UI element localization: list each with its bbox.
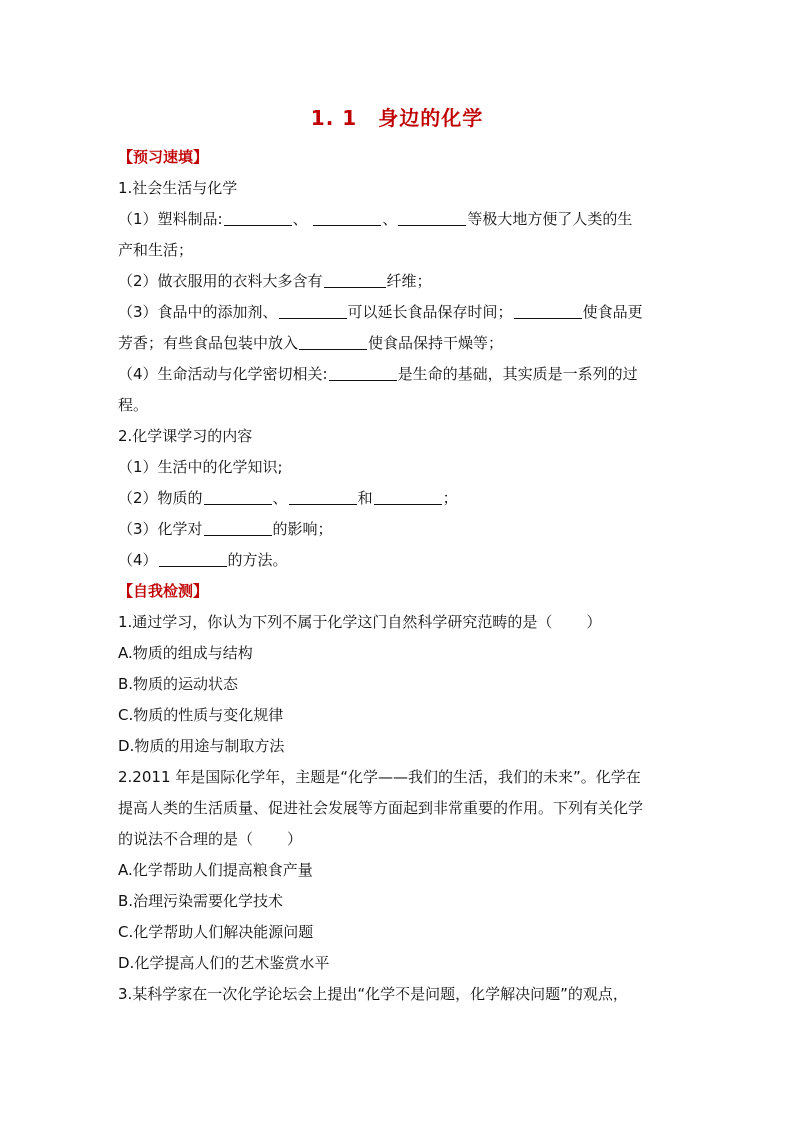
option-c[interactable]: C.化学帮助人们解决能源问题 xyxy=(118,923,314,941)
fill-item-continued xyxy=(118,328,678,359)
answer-blank[interactable] xyxy=(204,488,272,505)
answer-blank[interactable] xyxy=(159,550,227,567)
question-stem xyxy=(118,607,678,638)
worksheet-content xyxy=(118,142,678,1010)
stem-text: 1.通过学习，你认为下列不属于化学这门自然科学研究范畴的是（ xyxy=(118,613,553,631)
question-stem: 3.某科学家在一次化学论坛会上提出“化学不是问题，化学解决问题”的观点， xyxy=(118,985,628,1003)
item-text: （4） xyxy=(118,551,158,569)
page-title: 1. 1 身边的化学 xyxy=(310,106,484,130)
option-c[interactable]: C.物质的性质与变化规律 xyxy=(118,706,284,724)
option-a[interactable]: A.物质的组成与结构 xyxy=(118,644,253,662)
item-text: （3）化学对 xyxy=(118,520,203,538)
question-stem-continued xyxy=(118,824,678,855)
section-header-preview: 【预习速填】 xyxy=(118,148,209,166)
fill-item xyxy=(118,545,678,576)
stem-text: 的说法不合理的是（ xyxy=(118,830,254,848)
section-header-selftest: 【自我检测】 xyxy=(118,582,209,600)
option-b[interactable]: B.治理污染需要化学技术 xyxy=(118,892,284,910)
fill-item-continued: 程。 xyxy=(118,396,149,414)
fill-item: （1）生活中的化学知识; xyxy=(118,458,283,476)
item-text: （4）生命活动与化学密切相关: xyxy=(118,365,328,383)
item-text: 是生命的基础，其实质是一系列的过 xyxy=(397,365,638,383)
item-text: 等极大地方便了人类的生 xyxy=(467,210,633,228)
answer-blank[interactable] xyxy=(514,302,582,319)
item-text: （3）食品中的添加剂、 xyxy=(118,303,278,321)
option-b[interactable]: B.物质的运动状态 xyxy=(118,675,239,693)
item-text: 的方法。 xyxy=(227,551,288,569)
answer-blank[interactable] xyxy=(299,333,367,350)
question-stem: 2.2011 年是国际化学年，主题是“化学——我们的生活，我们的未来”。化学在 xyxy=(118,768,641,786)
fill-item-continued: 产和生活； xyxy=(118,241,194,259)
item-text: 使食品保持干燥等； xyxy=(368,334,504,352)
item-text: （1）塑料制品: xyxy=(118,210,223,228)
question-title: 2.化学课学习的内容 xyxy=(118,427,253,445)
item-text: 、 xyxy=(272,489,288,507)
fill-item xyxy=(118,483,678,514)
item-text: 使食品更 xyxy=(582,303,643,321)
stem-text: ） xyxy=(287,830,303,848)
question-stem-continued: 提高人类的生活质量、促进社会发展等方面起到非常重要的作用。下列有关化学 xyxy=(118,799,644,817)
option-d[interactable]: D.化学提高人们的艺术鉴赏水平 xyxy=(118,954,330,972)
answer-blank[interactable] xyxy=(374,488,442,505)
fill-item xyxy=(118,204,678,235)
fill-item xyxy=(118,266,678,297)
item-text: 和 xyxy=(357,489,373,507)
answer-blank[interactable] xyxy=(204,519,272,536)
answer-blank[interactable] xyxy=(279,302,347,319)
option-d[interactable]: D.物质的用途与制取方法 xyxy=(118,737,285,755)
fill-item xyxy=(118,359,678,390)
item-text: ； xyxy=(442,489,458,507)
item-text: （2）物质的 xyxy=(118,489,203,507)
item-text: （2）做衣服用的衣料大多含有 xyxy=(118,272,323,290)
item-text: 可以延长食品保存时间； xyxy=(347,303,513,321)
answer-blank[interactable] xyxy=(324,271,386,288)
answer-blank[interactable] xyxy=(313,209,381,226)
item-text: 纤维； xyxy=(386,272,432,290)
fill-item xyxy=(118,514,678,545)
option-a[interactable]: A.化学帮助人们提高粮食产量 xyxy=(118,861,313,879)
item-text: 的影响； xyxy=(272,520,333,538)
fill-item xyxy=(118,297,678,328)
item-text: 、 xyxy=(382,210,398,228)
question-title: 1.社会生活与化学 xyxy=(118,179,238,197)
item-text: 、 xyxy=(292,210,313,228)
item-text: 芳香；有些食品包装中放入 xyxy=(118,334,299,352)
answer-blank[interactable] xyxy=(398,209,466,226)
stem-text: ） xyxy=(586,613,602,631)
answer-blank[interactable] xyxy=(329,364,397,381)
answer-blank[interactable] xyxy=(224,209,292,226)
answer-blank[interactable] xyxy=(289,488,357,505)
